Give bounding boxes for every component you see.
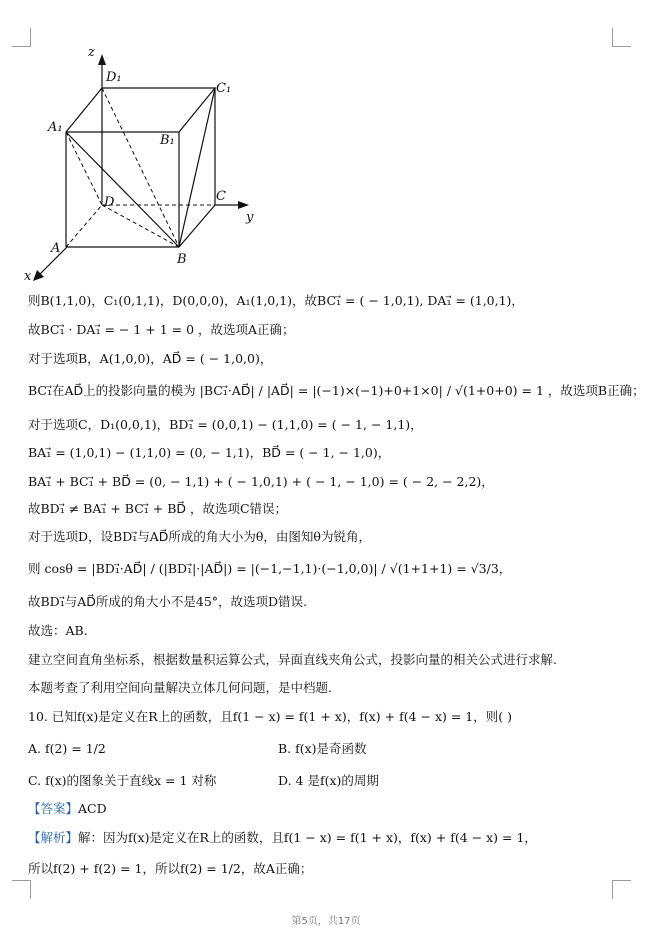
label-D: D [104,195,115,210]
solution-line-6: BA₁⃗ = (1,0,1) − (1,1,0) = (0, − 1,1)，BD⃗ = ( − 1, − 1,0)， [28,445,391,460]
label-A1: A₁ [48,120,63,135]
crop-mark-bottom-right [612,880,631,899]
label-C1: C₁ [216,81,232,96]
analysis-next-line: 所以f(2) + f(2) = 1，所以f(2) = 1/2，故A正确； [28,861,313,876]
answer-line [28,800,107,818]
option-a: A. f(2) = 1/2 [28,741,106,756]
label-C: C [216,189,226,204]
label-y: y [246,210,254,225]
option-b: B. f(x)是奇函数 [278,741,367,756]
solution-line-11: 故BD₁⃗与AD⃗所成的角大小不是45°，故选项D错误. [28,594,308,609]
solution-line-13: 建立空间直角坐标系，根据数量积运算公式，异面直线夹角公式，投影向量的相关公式进行求解. [28,652,557,667]
segment-BD [102,205,179,247]
page-footer: 第5页，共17页 [291,916,361,927]
label-A: A [51,241,61,256]
analysis-tag: 【解析】 [28,830,79,845]
segment-BD1 [102,88,179,247]
cube-top-face [66,88,215,132]
label-B1: B₁ [160,133,175,148]
cube-figure [22,40,262,285]
label-D1: D₁ [106,70,122,85]
segment-BC1 [179,88,215,247]
analysis-line [28,829,537,847]
solution-line-14: 本题考查了利用空间向量解决立体几何问题，是中档题. [28,680,332,695]
solution-line-10: 则 cosθ = |BD₁⃗·AD⃗| / (|BD₁⃗|·|AD⃗|) = |(−1,−1,1)·(−1,0,0)| / √(1+1+1) = √3/3， [28,561,512,576]
solution-line-4: BC₁⃗在AD⃗上的投影向量的模为 |BC₁⃗·AD⃗| / |AD⃗| = |(−1)×(−1)+0+1×0| / √(1+0+0) = 1 ，故选项B正确； [28,383,645,398]
solution-line-1: 则B(1,1,0)，C₁(0,1,1)，D(0,0,0)，A₁(1,0,1)，故BC₁⃗ = ( − 1,0,1), DA₁⃗ = (1,0,1)， [28,293,524,308]
option-d: D. 4 是f(x)的周期 [278,773,379,788]
segment-A1D [66,132,102,205]
option-c: C. f(x)的图象关于直线x = 1 对称 [28,773,217,788]
label-z: z [88,45,95,60]
solution-line-12: 故选：AB. [28,623,88,638]
question-10-stem: 10. 已知f(x)是定义在R上的函数，且f(1 − x) = f(1 + x)，f(x) + f(4 − x) = 1，则( ) [28,709,512,724]
label-B: B [177,252,187,267]
solution-line-8: 故BD₁⃗ ≠ BA₁⃗ + BC₁⃗ + BD⃗ ，故选项C错误； [28,501,288,516]
crop-mark-bottom-left [12,880,31,899]
edge-BC [179,205,215,247]
label-x: x [24,269,32,284]
analysis-text: 解：因为f(x)是定义在R上的函数，且f(1 − x) = f(1 + x)，f(x) + f(4 − x) = 1， [78,830,537,845]
solution-line-9: 对于选项D，设BD₁⃗与AD⃗所成的角大小为θ，由图知θ为锐角， [28,529,371,544]
edge-AD [66,205,102,247]
solution-line-7: BA₁⃗ + BC₁⃗ + BD⃗ = (0, − 1,1) + ( − 1,0,1) + ( − 1, − 1,0) = ( − 2, − 2,2)， [28,474,494,489]
solution-line-2: 故BC₁⃗ · DA₁⃗ = − 1 + 1 = 0 ，故选项A正确； [28,322,295,337]
answer-text: ACD [78,801,107,816]
z-axis-arrow [98,54,106,65]
segment-A1B [66,132,179,247]
answer-tag: 【答案】 [28,801,79,816]
solution-line-5: 对于选项C，D₁(0,0,1)，BD₁⃗ = (0,0,1) − (1,1,0) = ( − 1, − 1,1)， [28,417,423,432]
y-axis-arrow [238,201,249,209]
solution-line-3: 对于选项B，A(1,0,0)，AD⃗ = ( − 1,0,0)， [28,351,273,366]
crop-mark-top-right [612,28,631,47]
